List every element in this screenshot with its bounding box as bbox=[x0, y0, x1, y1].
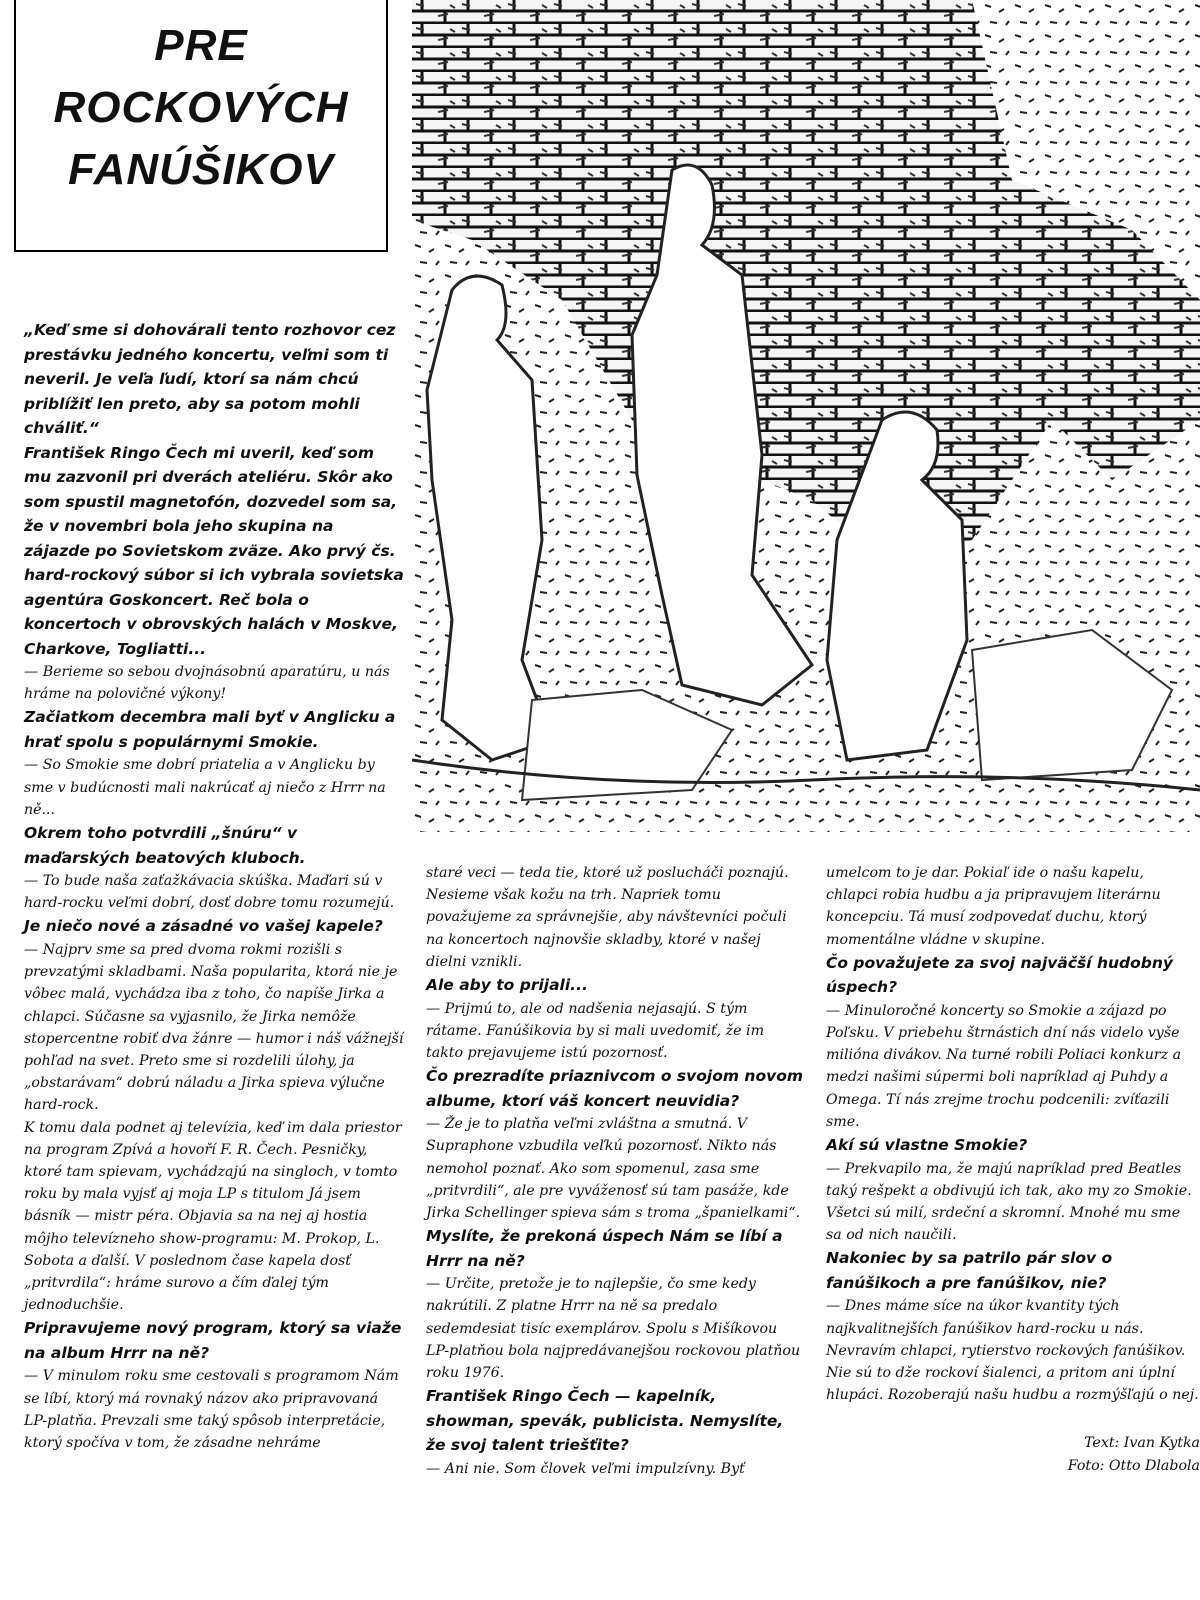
interview-answer: — Najprv sme sa pred dvoma rokmi rozišli s prevzatými skladbami. Naša popularita, ktorá nie je vôbec malá, vychádza iba z toho, čo napíše Jirka a chlapci. Súčasne sa vyjasnilo, že Jirka nemôže stopercentne robiť dva žánre — humor i náš vážnejší pohľad na svet. Preto sme si rozdelili úlohy, ja „obstarávam“ dobrú náladu a Jirka spieva výlučne hard-rock. bbox=[24, 941, 404, 1114]
column-2 bbox=[426, 862, 804, 1480]
credits bbox=[826, 1432, 1200, 1476]
interview-question: František Ringo Čech mi uveril, keď som mu zazvonil pri dverách ateliéru. Skôr ako som spustil magnetofón, dozvedel som sa, že v novembri bola jeho skupina na zájazde po Sovietskom zväze. Ako prvý čs. hard-rockový súbor si ich vybrala sovietska agentúra Goskoncert. Reč bola o koncertoch v obrovských halách v Moskve, Charkove, Togliatti... bbox=[24, 443, 404, 658]
interview-question: Akí sú vlastne Smokie? bbox=[826, 1136, 1028, 1155]
interview-answer: — V minulom roku sme cestovali s programom Nám se líbí, ktorý má rovnaký názov ako pripravovaná LP-platňa. Prevzali sme taký spôsob interpretácie, ktorý spočíva v tom, že zásadne nehráme bbox=[24, 1368, 399, 1451]
interview-answer: — So Smokie sme dobrí priatelia a v Anglicku by sme v budúcnosti mali nakrúcať aj niečo z Hrrr na ně... bbox=[24, 757, 386, 818]
interview-answer: — Minuloročné koncerty so Smokie a zájazd po Poľsku. V priebehu štrnástich dní nás videlo vyše milióna divákov. Na turné robili Poliaci konkurz a medzi našimi súpermi boli napríklad aj Puhdy a Omega. Tí nás zrejme trochu podcenili: zvíťazili sme. bbox=[826, 1002, 1182, 1130]
headline-line-3: FANÚŠIKOV bbox=[68, 145, 334, 194]
headline-line-1: PRE bbox=[154, 21, 248, 70]
text-credit: Text: Ivan Kytka bbox=[1084, 1435, 1200, 1452]
interview-answer: — Prijmú to, ale od nadšenia nejasajú. S tým rátame. Fanúšikovia by si mali uvedomiť, že im takto prejavujeme istú pozornosť. bbox=[426, 1000, 765, 1061]
interview-question: Okrem toho potvrdili „šnúru“ v maďarských beatových kluboch. bbox=[24, 824, 306, 867]
headline-box bbox=[14, 0, 388, 252]
interview-answer: staré veci — teda tie, ktoré už poslucháči poznajú. Nesieme však kožu na trh. Napriek tomu považujeme za správnejšie, aby návštevníci počuli na koncertoch najnovšie skladby, ktoré v našej dielni vznikli. bbox=[426, 865, 789, 970]
headline-line-2: ROCKOVÝCH bbox=[53, 83, 349, 132]
interview-answer: — Určite, pretože je to najlepšie, čo sme kedy nakrútili. Z platne Hrrr na ně sa predalo sedemdesiat tisíc exemplárov. Spolu s Mišíkovou LP-platňou bola najpredávanejšou rockovou platňou roku 1976. bbox=[426, 1276, 801, 1381]
interview-answer: — Dnes máme síce na úkor kvantity tých najkvalitnejších fanúšikov hard-rocku u nás. Nevravím chlapci, rytierstvo rockových fanúšikov. Nie sú to dže rockoví šialenci, a pritom ani úplní hlupáci. Rozoberajú našu hudbu a rozmýšľajú o nej. bbox=[826, 1298, 1199, 1404]
interview-question: Čo považujete za svoj najväčší hudobný úspech? bbox=[826, 953, 1174, 997]
column-3 bbox=[826, 862, 1200, 1477]
interview-answer: K tomu dala podnet aj televízia, keď im dala priestor na program Zpívá a hovoří F. R. Čech. Pesničky, ktoré tam spievam, vychádzajú na singloch, v tomto roku by mala vyjsť aj moja LP s titulom Já jsem básník — mistr péra. Objavia sa na nej aj hostia môjho televízneho show-programu: M. Prokop, L. Sobota a ďalší. V poslednom čase kapela dosť „pritvrdila“: hráme surovo a čím ďalej tým jednoduchšie. bbox=[24, 1119, 402, 1314]
column-1 bbox=[24, 318, 404, 1454]
interview-question: „Keď sme si dohovárali tento rozhovor cez prestávku jedného koncertu, veľmi som ti neveril. Je veľa ľudí, ktorí sa nám chcú priblížiť len preto, aby sa potom mohli chváliť.“ bbox=[24, 321, 396, 437]
interview-question: Ale aby to prijali... bbox=[426, 976, 588, 995]
interview-answer: — Berieme so sebou dvojnásobnú aparatúru, u nás hráme na polovičné výkony! bbox=[24, 664, 390, 703]
interview-question: Čo prezradíte priaznivcom o svojom novom albume, ktorí váš koncert neuvidia? bbox=[426, 1067, 804, 1110]
interview-question: Nakoniec by sa patrilo pár slov o fanúšikoch a pre fanúšikov, nie? bbox=[826, 1249, 1113, 1292]
interview-question: Je niečo nové a zásadné vo vašej kapele? bbox=[24, 917, 383, 936]
interview-question: Myslíte, že prekoná úspech Nám se líbí a Hrrr na ně? bbox=[426, 1227, 783, 1270]
interview-answer: — Ani nie. Som človek veľmi impulzívny. Byť bbox=[426, 1460, 745, 1477]
photo-credit: Foto: Otto Dlabola bbox=[1067, 1457, 1200, 1474]
interview-answer: — Že je to platňa veľmi zvláštna a smutná. V Supraphone vzbudila veľkú pozornosť. Nikto nás nemohol poznať. Ako som spomenul, zasa sme „pritvrdili“, ale pre vyváženosť sú tam pasáže, kde Jirka Schellinger spieva sám s troma „španielkami“. bbox=[426, 1116, 801, 1221]
interview-answer: umelcom to je dar. Pokiaľ ide o našu kapelu, chlapci robia hudbu a ja pripravujem literárnu koncepciu. Tá musí zodpovedať duchu, ktorý momentálne vládne v skupine. bbox=[826, 865, 1161, 948]
interview-question: Začiatkom decembra mali byť v Anglicku a hrať spolu s populárnymi Smokie. bbox=[24, 708, 396, 751]
interview-answer: — Prekvapilo ma, že majú napríklad pred Beatles taký rešpekt a obdivujú ich tak, ako my zo Smokie. Všetci sú milí, srdeční a skromní. Mnohé mu sme sa od nich naučili. bbox=[826, 1160, 1192, 1244]
interview-answer: — To bude naša zaťažkávacia skúška. Maďari sú v hard-rocku veľmi dobrí, dosť dobre tomu rozumejú. bbox=[24, 873, 395, 912]
interview-question: Pripravujeme nový program, ktorý sa viaže na album Hrrr na ně? bbox=[24, 1319, 402, 1362]
band-photo bbox=[412, 0, 1200, 832]
interview-question: František Ringo Čech — kapelník, showman, spevák, publicista. Nemyslíte, že svoj talent triešťite? bbox=[426, 1387, 784, 1455]
